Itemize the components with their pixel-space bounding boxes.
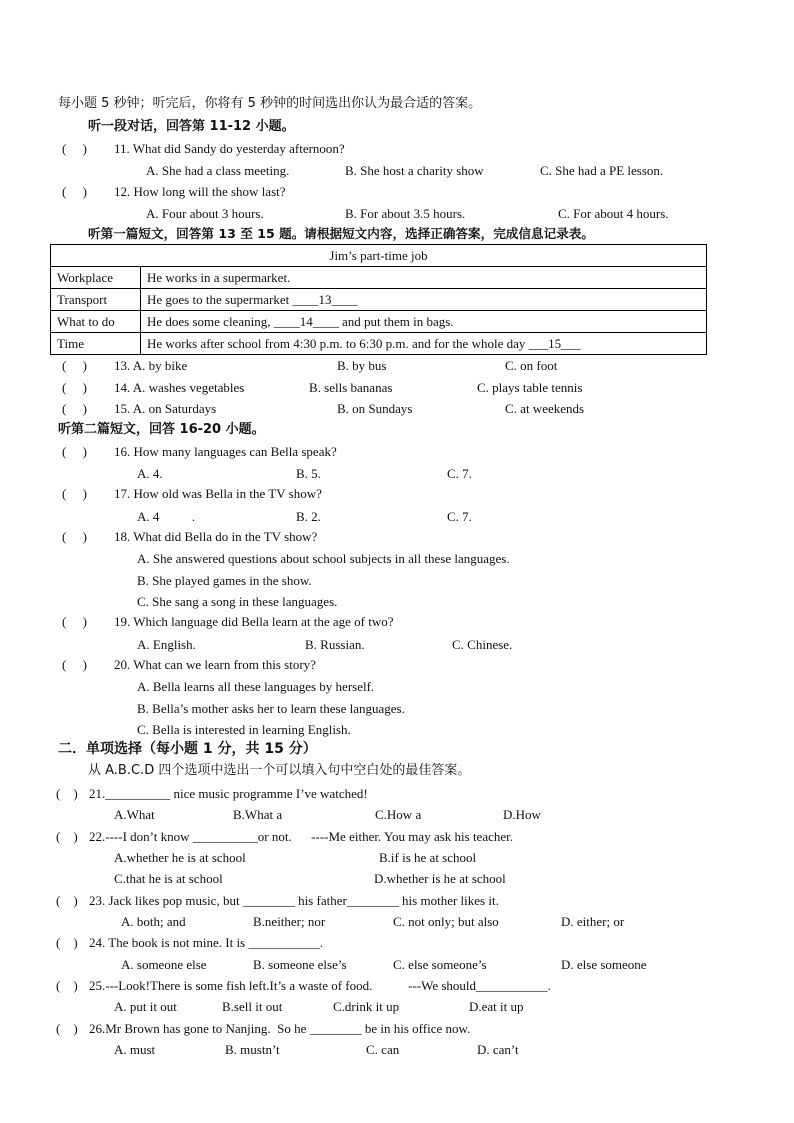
question-stem: 26.Mr Brown has gone to Nanjing. So he ________ be in his office now. xyxy=(89,1021,471,1036)
answer-bracket: ( ) xyxy=(62,358,87,373)
option-a: A. 4. xyxy=(137,466,163,481)
table-title: Jim’s part-time job xyxy=(51,245,707,267)
option-a: A. Four about 3 hours. xyxy=(146,206,264,221)
row-value: He goes to the supermarket ____13____ xyxy=(141,289,707,311)
answer-bracket: ( ) xyxy=(62,444,87,459)
table-row xyxy=(51,311,707,333)
answer-bracket: ( ) xyxy=(62,401,87,416)
option-a: A. put it out xyxy=(114,999,177,1014)
option-a: A. someone else xyxy=(121,957,207,972)
option-b: B. 2. xyxy=(296,509,321,524)
answer-bracket: ( ) xyxy=(62,529,87,544)
answer-bracket: ( ) xyxy=(62,486,87,501)
answer-bracket: ( ) xyxy=(56,935,78,950)
question-stem: 16. How many languages can Bella speak? xyxy=(114,444,337,459)
option-a: A. must xyxy=(114,1042,156,1057)
question-stem: 12. How long will the show last? xyxy=(114,184,286,199)
answer-bracket: ( ) xyxy=(62,614,87,629)
part2-instruction: 从 A.B.C.D 四个选项中选出一个可以填入句中空白处的最佳答案。 xyxy=(88,763,471,778)
row-value: He does some cleaning, ____14____ and put them in bags. xyxy=(141,311,707,333)
answer-bracket: ( ) xyxy=(56,978,78,993)
option-c: C. not only; but also xyxy=(393,914,499,929)
option-b: B. someone else’s xyxy=(253,957,347,972)
question-stem: 11. What did Sandy do yesterday afternoon? xyxy=(114,141,345,156)
option-b: B. She played games in the show. xyxy=(137,573,312,588)
option-c: C. Chinese. xyxy=(452,637,513,652)
option-b: B.neither; nor xyxy=(253,914,326,929)
option-a: A. She had a class meeting. xyxy=(146,163,290,178)
answer-bracket: ( ) xyxy=(56,786,78,801)
part2-heading: 二．单项选择（每小题 1 分，共 15 分） xyxy=(58,741,317,757)
option-a: A. both; and xyxy=(121,914,186,929)
option-a: A.whether he is at school xyxy=(114,850,246,865)
passage1-section-heading: 听第一篇短文，回答第 13 至 15 题。请根据短文内容，选择正确答案，完成信息记录表。 xyxy=(88,226,594,241)
row-label: Time xyxy=(51,333,141,355)
option-c: C. 7. xyxy=(447,466,472,481)
option-c: C.that he is at school xyxy=(114,871,223,886)
option-c: C. 7. xyxy=(447,509,472,524)
question-stem: 15. A. on Saturdays xyxy=(114,401,217,416)
option-d: D.whether is he at school xyxy=(374,871,506,886)
option-c: C. can xyxy=(366,1042,400,1057)
option-b: B. Bella’s mother asks her to learn these languages. xyxy=(137,701,405,716)
option-b: B.What a xyxy=(233,807,283,822)
option-a: A. She answered questions about school subjects in all these languages. xyxy=(137,551,510,566)
info-record-table xyxy=(50,244,707,355)
answer-bracket: ( ) xyxy=(62,657,87,672)
option-d: D. else someone xyxy=(561,957,647,972)
question-stem: 21.__________ nice music programme I’ve watched! xyxy=(89,786,368,801)
answer-bracket: ( ) xyxy=(56,893,78,908)
option-c: C.drink it up xyxy=(333,999,400,1014)
option-c: C. Bella is interested in learning English. xyxy=(137,722,351,737)
option-b: B. For about 3.5 hours. xyxy=(345,206,466,221)
option-a: A.What xyxy=(114,807,155,822)
row-label: Transport xyxy=(51,289,141,311)
option-c: C. For about 4 hours. xyxy=(558,206,669,221)
dialogue-section-heading: 听一段对话，回答第 11-12 小题。 xyxy=(88,119,295,134)
answer-bracket: ( ) xyxy=(62,141,87,156)
row-label: Workplace xyxy=(51,267,141,289)
option-b: B. She host a charity show xyxy=(345,163,484,178)
question-stem: 18. What did Bella do in the TV show? xyxy=(114,529,318,544)
option-d: D.eat it up xyxy=(469,999,524,1014)
table-row xyxy=(51,289,707,311)
option-c: C. She sang a song in these languages. xyxy=(137,594,338,609)
option-a: A. Bella learns all these languages by herself. xyxy=(137,679,375,694)
table-row xyxy=(51,333,707,355)
option-b: B. mustn’t xyxy=(225,1042,280,1057)
table-row xyxy=(51,267,707,289)
option-d: D. can’t xyxy=(477,1042,519,1057)
answer-bracket: ( ) xyxy=(62,380,87,395)
option-c: C.How a xyxy=(375,807,422,822)
question-stem: 14. A. washes vegetables xyxy=(114,380,245,395)
option-b: B.if is he at school xyxy=(379,850,477,865)
option-c: C. else someone’s xyxy=(393,957,487,972)
option-b: B. sells bananas xyxy=(309,380,393,395)
question-stem: 24. The book is not mine. It is ___________. xyxy=(89,935,324,950)
row-value: He works after school from 4:30 p.m. to 6:30 p.m. and for the whole day ___15___ xyxy=(141,333,707,355)
question-stem: 13. A. by bike xyxy=(114,358,188,373)
option-c: C. plays table tennis xyxy=(477,380,583,395)
answer-bracket: ( ) xyxy=(56,1021,78,1036)
option-b: B.sell it out xyxy=(222,999,283,1014)
option-b: B. Russian. xyxy=(305,637,365,652)
question-stem: 25.---Look!There is some fish left.It’s a waste of food. ---We should___________. xyxy=(89,978,551,993)
option-c: C. She had a PE lesson. xyxy=(540,163,664,178)
option-a: A. English. xyxy=(137,637,196,652)
passage2-section-heading: 听第二篇短文，回答 16-20 小题。 xyxy=(58,422,265,437)
option-b: B. on Sundays xyxy=(337,401,413,416)
option-b: B. 5. xyxy=(296,466,321,481)
intro-line: 每小题 5 秒钟；听完后，你将有 5 秒钟的时间选出你认为最合适的答案。 xyxy=(58,96,482,111)
option-d: D.How xyxy=(503,807,541,822)
option-b: B. by bus xyxy=(337,358,387,373)
row-label: What to do xyxy=(51,311,141,333)
answer-bracket: ( ) xyxy=(56,829,78,844)
question-stem: 22.----I don’t know __________or not. ----Me either. You may ask his teacher. xyxy=(89,829,513,844)
option-c: C. on foot xyxy=(505,358,558,373)
question-stem: 17. How old was Bella in the TV show? xyxy=(114,486,322,501)
question-stem: 20. What can we learn from this story? xyxy=(114,657,316,672)
question-stem: 19. Which language did Bella learn at the age of two? xyxy=(114,614,394,629)
option-c: C. at weekends xyxy=(505,401,585,416)
row-value: He works in a supermarket. xyxy=(141,267,707,289)
option-a: A. 4 . xyxy=(137,509,196,524)
question-stem: 23. Jack likes pop music, but ________ his father________ his mother likes it. xyxy=(89,893,499,908)
answer-bracket: ( ) xyxy=(62,184,87,199)
option-d: D. either; or xyxy=(561,914,625,929)
